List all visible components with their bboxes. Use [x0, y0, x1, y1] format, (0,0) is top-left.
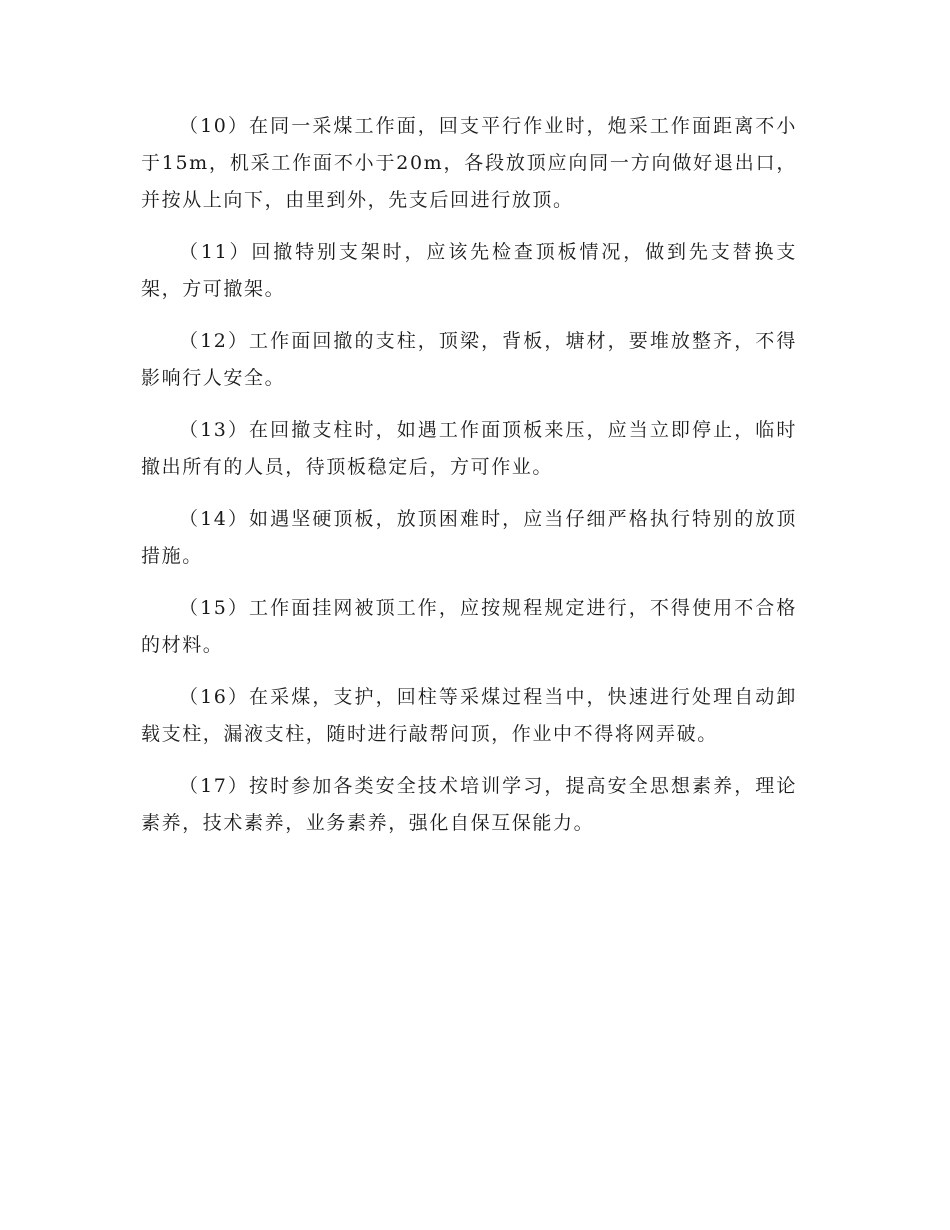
paragraph-16: （16）在采煤，支护，回柱等采煤过程当中，快速进行处理自动卸载支柱，漏液支柱，随时进行敲帮问顶，作业中不得将网弄破。: [141, 686, 797, 745]
paragraph-10: （10）在同一采煤工作面，回支平行作业时，炮采工作面距离不小于15m，机采工作面不小于20m，各段放顶应向同一方向做好退出口，并按从上向下，由里到外，先支后回进行放顶。: [141, 115, 797, 211]
paragraph-13: （13）在回撤支柱时，如遇工作面顶板来压，应当立即停止，临时撤出所有的人员，待顶板稳定后，方可作业。: [141, 419, 797, 478]
paragraph-15: （15）工作面挂网被顶工作，应按规程规定进行，不得使用不合格的材料。: [141, 597, 797, 656]
paragraph-17: （17）按时参加各类安全技术培训学习，提高安全思想素养，理论素养，技术素养，业务素养，强化自保互保能力。: [141, 775, 797, 834]
paragraph-11: （11）回撤特别支架时，应该先检查顶板情况，做到先支替换支架，方可撤架。: [141, 241, 797, 300]
paragraph-14: （14）如遇坚硬顶板，放顶困难时，应当仔细严格执行特别的放顶措施。: [141, 508, 797, 567]
document-body: [141, 108, 797, 857]
paragraph-12: （12）工作面回撤的支柱，顶梁，背板，塘材，要堆放整齐，不得影响行人安全。: [141, 330, 797, 389]
